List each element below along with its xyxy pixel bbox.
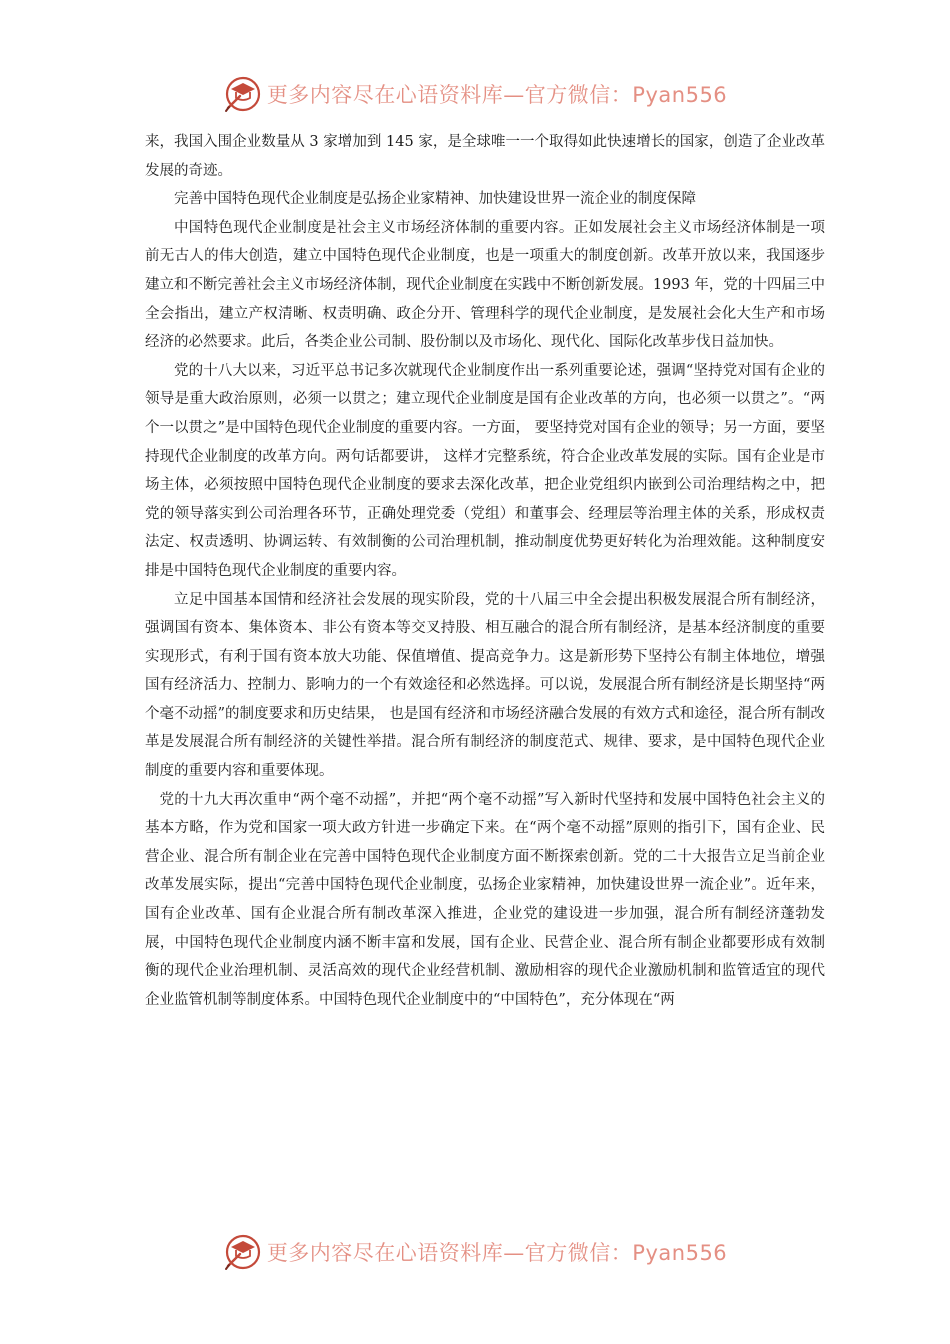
document-body: [145, 128, 825, 1014]
grad-cap-pen-logo-icon: [223, 1232, 263, 1272]
grad-cap-pen-logo-icon: [223, 74, 263, 114]
footer-watermark: [0, 1232, 950, 1272]
paragraph: 党的十八大以来，习近平总书记多次就现代企业制度作出一系列重要论述，强调“坚持党对国有企业的领导是重大政治原则，必须一以贯之；建立现代企业制度是国有企业改革的方向，也必须一以贯之”。“两个一以贯之”是中国特色现代企业制度的重要内容。一方面， 要坚持党对国有企业的领导；另一方面，要坚持现代企业制度的改革方向。两句话都要讲， 这样才完整系统，符合企业改革发展的实际。国有企业是市场主体，必须按照中国特色现代企业制度的要求去深化改革，把企业党组织内嵌到公司治理结构之中，把党的领导落实到公司治理各环节，正确处理党委（党组）和董事会、经理层等治理主体的关系，形成权责法定、权责透明、协调运转、有效制衡的公司治理机制，推动制度优势更好转化为治理效能。这种制度安排是中国特色现代企业制度的重要内容。: [145, 362, 825, 579]
section-heading: 完善中国特色现代企业制度是弘扬企业家精神、加快建设世界一流企业的制度保障: [174, 191, 696, 208]
paragraph: 来，我国入围企业数量从 3 家增加到 145 家，是全球唯一一个取得如此快速增长的国家，创造了企业改革发展的奇迹。: [145, 134, 825, 179]
paragraph: 党的十九大再次重申“两个毫不动摇”，并把“两个毫不动摇”写入新时代坚持和发展中国特色社会主义的基本方略，作为党和国家一项大政方针进一步确定下来。在“两个毫不动摇”原则的指引下，国有企业、民营企业、混合所有制企业在完善中国特色现代企业制度方面不断探索创新。党的二十大报告立足当前企业改革发展实际，提出“完善中国特色现代企业制度，弘扬企业家精神，加快建设世界一流企业”。近年来，国有企业改革、国有企业混合所有制改革深入推进，企业党的建设进一步加强，混合所有制经济蓬勃发展，中国特色现代企业制度内涵不断丰富和发展，国有企业、民营企业、混合所有制企业都要形成有效制衡的现代企业治理机制、灵活高效的现代企业经营机制、激励相容的现代企业激励机制和监管适宜的现代企业监管机制等制度体系。中国特色现代企业制度中的“中国特色”，充分体现在“两: [145, 791, 825, 1008]
watermark-text: 更多内容尽在心语资料库—官方微信：Pyan556: [266, 1241, 728, 1265]
header-watermark: [0, 74, 950, 114]
paragraph: 中国特色现代企业制度是社会主义市场经济体制的重要内容。正如发展社会主义市场经济体制是一项前无古人的伟大创造，建立中国特色现代企业制度，也是一项重大的制度创新。改革开放以来，我国逐步建立和不断完善社会主义市场经济体制，现代企业制度在实践中不断创新发展。1993 年，党的十四届三中全会指出，建立产权清晰、权责明确、政企分开、管理科学的现代企业制度，是发展社会化大生产和市场经济的必然要求。此后，各类企业公司制、股份制以及市场化、现代化、国际化改革步伐日益加快。: [145, 219, 825, 351]
paragraph: 立足中国基本国情和经济社会发展的现实阶段，党的十八届三中全会提出积极发展混合所有制经济，强调国有资本、集体资本、非公有资本等交叉持股、相互融合的混合所有制经济，是基本经济制度的重要实现形式，有利于国有资本放大功能、保值增值、提高竞争力。这是新形势下坚持公有制主体地位，增强国有经济活力、控制力、影响力的一个有效途径和必然选择。可以说，发展混合所有制经济是长期坚持“两个毫不动摇”的制度要求和历史结果， 也是国有经济和市场经济融合发展的有效方式和途径，混合所有制改革是发展混合所有制经济的关键性举措。混合所有制经济的制度范式、规律、要求，是中国特色现代企业制度的重要内容和重要体现。: [145, 591, 825, 780]
watermark-text: 更多内容尽在心语资料库—官方微信：Pyan556: [266, 83, 728, 107]
